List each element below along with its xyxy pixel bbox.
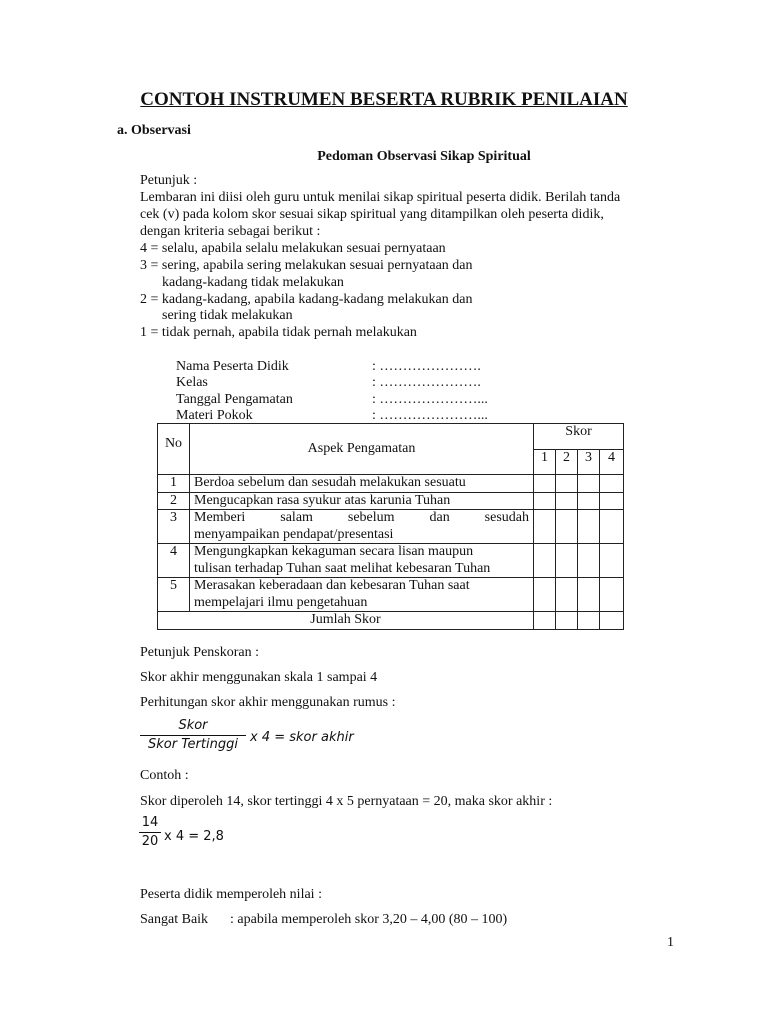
score-cell[interactable] [600, 544, 624, 578]
score-cell[interactable] [534, 510, 556, 544]
row-aspek-line: Mengungkapkan kekaguman secara lisan maupun [194, 544, 474, 559]
observation-table [157, 423, 624, 630]
row-aspek-line: Merasakan keberadaan dan kebesaran Tuhan saat [194, 578, 470, 593]
score-cell[interactable] [556, 510, 578, 544]
score-cell[interactable] [578, 510, 600, 544]
row-aspek [190, 578, 534, 612]
header-skor-col: 1 [534, 449, 556, 475]
row-aspek-line: mempelajari ilmu pengetahuan [194, 594, 368, 610]
score-cell[interactable] [534, 578, 556, 612]
formula-denominator: Skor Tertinggi [148, 737, 238, 752]
total-cell[interactable] [600, 612, 624, 630]
score-cell[interactable] [556, 578, 578, 612]
page-title: CONTOH INSTRUMEN BESERTA RUBRIK PENILAIAN [140, 89, 628, 110]
row-aspek [190, 510, 534, 544]
field-value: : …………………. [372, 359, 481, 374]
score-cell[interactable] [534, 475, 556, 493]
section-heading: a. Observasi [117, 123, 191, 138]
header-skor-col: 3 [578, 449, 600, 475]
instructions-label: Petunjuk : [140, 173, 198, 188]
grade-intro: Peserta didik memperoleh nilai : [140, 887, 322, 902]
score-cell[interactable] [600, 475, 624, 493]
header-aspek: Aspek Pengamatan [190, 424, 534, 475]
instructions-line: cek (v) pada kolom skor sesuai sikap spiritual yang ditampilkan oleh peserta didik, [140, 207, 604, 222]
field-value: : …………………... [372, 408, 488, 423]
score-cell[interactable] [578, 475, 600, 493]
total-cell[interactable] [534, 612, 556, 630]
instructions-line: Lembaran ini diisi oleh guru untuk menilai sikap spiritual peserta didik. Berilah tanda [140, 190, 621, 205]
field-label: Materi Pokok [176, 408, 253, 423]
table-row [158, 475, 624, 493]
criteria-item: kadang-kadang tidak melakukan [162, 275, 344, 290]
row-aspek [190, 544, 534, 578]
score-cell[interactable] [578, 544, 600, 578]
score-cell[interactable] [534, 544, 556, 578]
scoring-scale: Skor akhir menggunakan skala 1 sampai 4 [140, 670, 378, 685]
row-aspek-line: tulisan terhadap Tuhan saat melihat kebesaran Tuhan [194, 560, 491, 576]
table-header-row [158, 424, 624, 450]
row-aspek: Mengucapkan rasa syukur atas karunia Tuhan [190, 492, 534, 510]
total-cell[interactable] [556, 612, 578, 630]
formula-numerator: Skor [178, 718, 208, 733]
criteria-item: 2 = kadang-kadang, apabila kadang-kadang melakukan dan [140, 292, 473, 307]
score-cell[interactable] [600, 492, 624, 510]
criteria-item: 1 = tidak pernah, apabila tidak pernah melakukan [140, 325, 417, 340]
formula-rest: x 4 = skor akhir [250, 730, 354, 745]
table-row [158, 578, 624, 612]
score-cell[interactable] [556, 475, 578, 493]
field-label: Kelas [176, 375, 208, 390]
header-skor: Skor [534, 424, 624, 450]
field-label: Tanggal Pengamatan [176, 392, 293, 407]
row-no: 2 [158, 492, 190, 510]
grade-label: Sangat Baik [140, 912, 209, 927]
table-total-row [158, 612, 624, 630]
example-label: Contoh : [140, 768, 189, 783]
example-fraction [139, 814, 161, 851]
instructions-line: dengan kriteria sebagai berikut : [140, 224, 321, 239]
total-label: Jumlah Skor [158, 612, 534, 630]
field-label: Nama Peserta Didik [176, 359, 289, 374]
row-aspek-line: menyampaikan pendapat/presentasi [194, 526, 394, 542]
table-row [158, 492, 624, 510]
example-denominator: 20 [141, 834, 159, 849]
score-cell[interactable] [600, 510, 624, 544]
score-cell[interactable] [556, 544, 578, 578]
total-cell[interactable] [578, 612, 600, 630]
score-cell[interactable] [578, 578, 600, 612]
row-no: 1 [158, 475, 190, 493]
grade-text: : apabila memperoleh skor 3,20 – 4,00 (80 – 100) [230, 912, 508, 927]
row-aspek: Berdoa sebelum dan sesudah melakukan sesuatu [190, 475, 534, 493]
row-aspek-line: Memberi salam sebelum dan sesudah [194, 510, 529, 525]
row-no: 3 [158, 510, 190, 544]
table-row [158, 544, 624, 578]
formula-fraction [140, 717, 246, 754]
formula-intro: Perhitungan skor akhir menggunakan rumus : [140, 695, 396, 710]
field-value: : …………………... [372, 392, 488, 407]
criteria-item: sering tidak melakukan [162, 308, 293, 323]
criteria-item: 3 = sering, apabila sering melakukan sesuai pernyataan dan [140, 258, 473, 273]
header-no: No [158, 424, 190, 475]
subtitle: Pedoman Observasi Sikap Spiritual [317, 149, 531, 164]
example-rest: x 4 = 2,8 [164, 829, 224, 844]
header-skor-col: 4 [600, 449, 624, 475]
score-cell[interactable] [600, 578, 624, 612]
page-number: 1 [667, 935, 674, 950]
score-cell[interactable] [534, 492, 556, 510]
example-numerator: 14 [141, 815, 159, 830]
score-cell[interactable] [556, 492, 578, 510]
scoring-label: Petunjuk Penskoran : [140, 645, 259, 660]
row-no: 4 [158, 544, 190, 578]
criteria-item: 4 = selalu, apabila selalu melakukan sesuai pernyataan [140, 241, 446, 256]
example-text: Skor diperoleh 14, skor tertinggi 4 x 5 pernyataan = 20, maka skor akhir : [140, 794, 553, 809]
row-no: 5 [158, 578, 190, 612]
header-skor-col: 2 [556, 449, 578, 475]
table-row [158, 510, 624, 544]
field-value: : …………………. [372, 375, 481, 390]
score-cell[interactable] [578, 492, 600, 510]
